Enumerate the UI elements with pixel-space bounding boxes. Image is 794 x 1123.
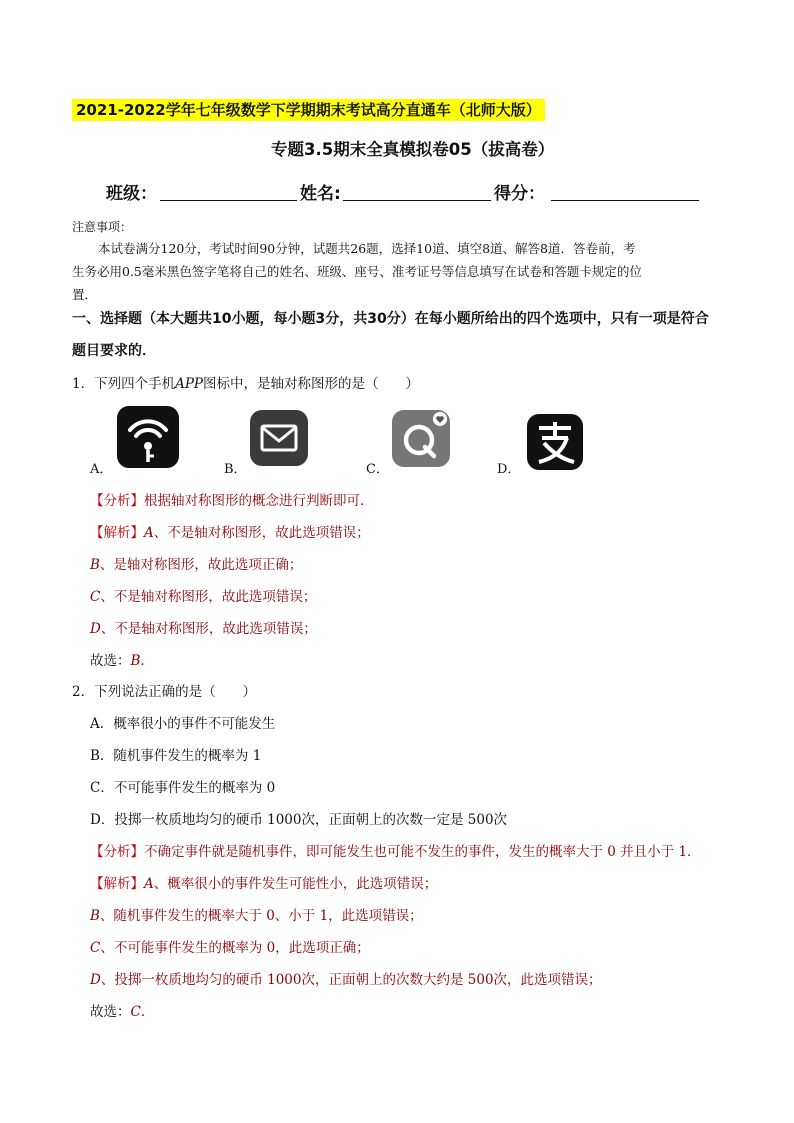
question-2-stem: 2．下列说法正确的是（ ）	[72, 684, 257, 700]
q2-solution-d: D、投掷一枚质地均匀的硬币 1000次，正面朝上的次数大约是 500次，此选项错误；	[90, 972, 602, 988]
notice-heading: 注意事项：	[72, 220, 133, 234]
q1-solution-d: D、不是轴对称图形，故此选项错误；	[90, 621, 317, 637]
q2-option-a: A．概率很小的事件不可能发生	[90, 716, 276, 732]
section-heading-line-2: 题目要求的．	[72, 343, 156, 359]
q1-solution-a: 【解析】A、不是轴对称图形，故此选项错误；	[90, 525, 370, 541]
q1-solution-c: C、不是轴对称图形，故此选项错误；	[90, 589, 317, 605]
alipay-icon	[527, 414, 583, 470]
mail-envelope-icon	[250, 410, 308, 466]
option-c-label: C．	[366, 462, 389, 477]
q2-option-c: C．不可能事件发生的概率为 0	[90, 780, 276, 796]
search-q-heart-icon	[392, 410, 450, 467]
page-title: 专题3.5期末全真模拟卷05（拔高卷）	[271, 140, 555, 159]
q2-solution-c: C、不可能事件发生的概率为 0，此选项正确；	[90, 940, 370, 956]
score-blank	[551, 200, 699, 201]
q2-answer: 故选：C．	[90, 1004, 155, 1020]
score-label: 得分：	[494, 184, 545, 204]
q1-solution-b: B、是轴对称图形，故此选项正确；	[90, 557, 303, 573]
question-1-stem: 1．下列四个手机APP图标中，是轴对称图形的是（ ）	[72, 376, 420, 392]
q2-option-d: D．投掷一枚质地均匀的硬币 1000次，正面朝上的次数一定是 500次	[90, 812, 508, 828]
notice-line-1: 本试卷满分120分，考试时间90分钟，试题共26题，选择10道、填空8道、解答8道．答卷前，考	[98, 241, 636, 256]
q2-option-b: B．随机事件发生的概率为 1	[90, 748, 262, 764]
option-b-label: B．	[224, 462, 247, 477]
notice-line-3: 置．	[72, 287, 98, 302]
header-banner: 2021-2022学年七年级数学下学期期末考试高分直通车（北师大版）	[72, 99, 545, 121]
section-heading-line-1: 一、选择题（本大题共10小题，每小题3分，共30分）在每小题所给出的四个选项中，只有一项是符合	[72, 311, 709, 327]
class-label: 班级：	[106, 184, 157, 204]
name-blank	[343, 200, 491, 201]
class-blank	[160, 200, 297, 201]
option-d-label: D．	[497, 462, 521, 477]
option-a-label: A．	[90, 462, 113, 477]
q2-solution-a: 【解析】A、概率很小的事件发生可能性小，此选项错误；	[90, 876, 438, 892]
name-label: 姓名:	[300, 184, 341, 204]
q1-analysis: 【分析】根据轴对称图形的概念进行判断即可．	[90, 493, 374, 509]
q1-answer: 故选：B．	[90, 653, 154, 669]
q2-analysis: 【分析】不确定事件就是随机事件，即可能发生也可能不发生的事件，发生的概率大于 0 并且小于 1．	[90, 844, 701, 860]
notice-line-2: 生务必用0.5毫米黑色签字笔将自己的姓名、班级、座号、准考证号等信息填写在试卷和答题卡规定的位	[72, 264, 642, 279]
wifi-key-icon	[117, 406, 179, 468]
q2-solution-b: B、随机事件发生的概率大于 0、小于 1，此选项错误；	[90, 908, 423, 924]
